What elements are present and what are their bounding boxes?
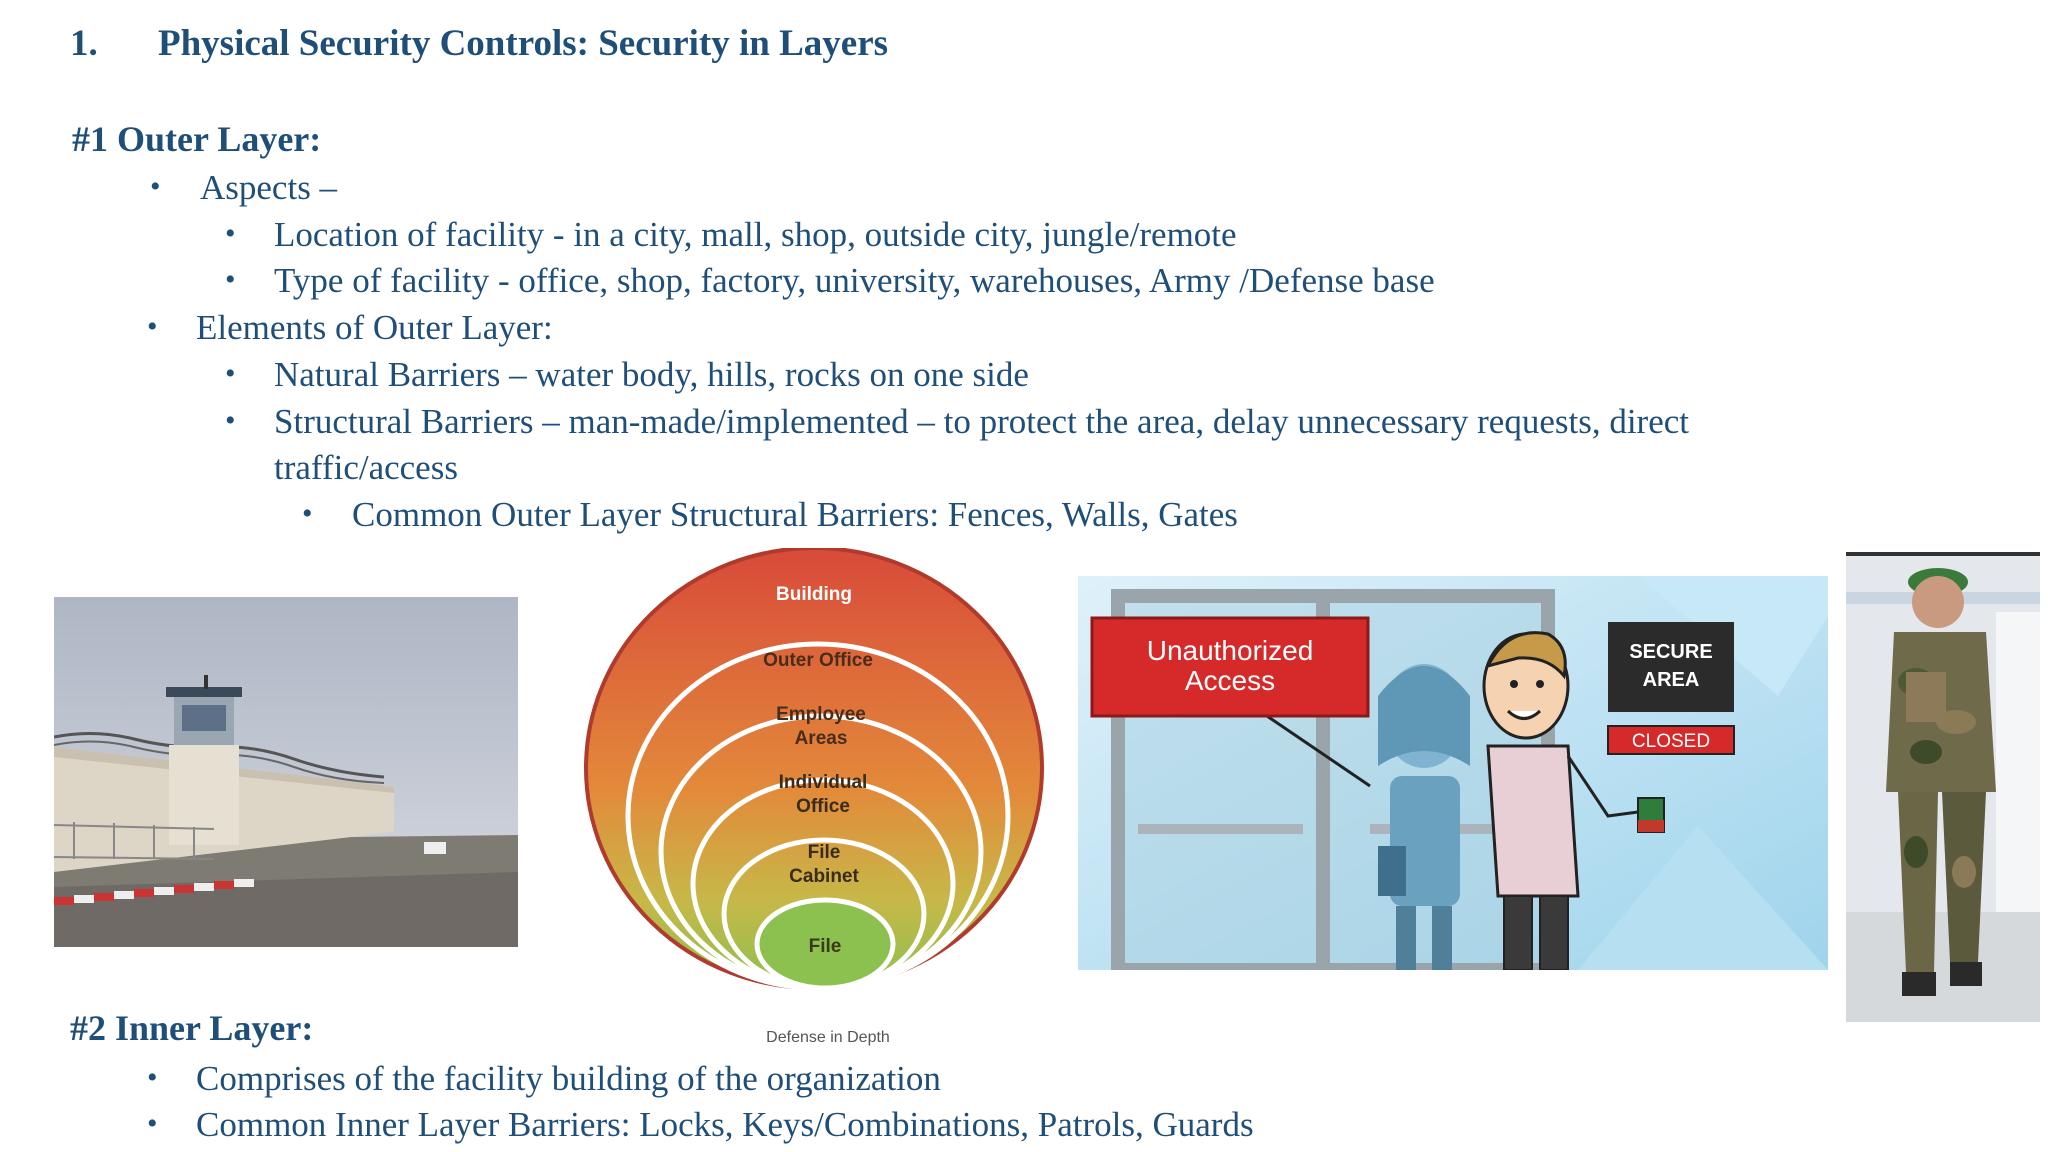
prison-wall-photo	[54, 597, 518, 947]
bullet: •	[225, 404, 236, 437]
bullet: •	[147, 310, 158, 343]
list-item: Structural Barriers – man-made/implemented – to protect the area, delay unnecessary requests, direct	[274, 402, 1690, 441]
list-item: Common Outer Layer Structural Barriers: Fences, Walls, Gates	[352, 495, 1238, 534]
defense-in-depth-diagram	[578, 548, 1050, 1058]
list-item: Common Inner Layer Barriers: Locks, Keys/Combinations, Patrols, Guards	[196, 1105, 1254, 1144]
list-item: Location of facility - in a city, mall, shop, outside city, jungle/remote	[274, 215, 1237, 254]
list-item: Comprises of the facility building of the organization	[196, 1059, 941, 1098]
secure-area-line1: SECURE	[1629, 641, 1713, 663]
list-item: Type of facility - office, shop, factory, university, warehouses, Army /Defense base	[274, 261, 1435, 300]
ring-label: Office	[796, 796, 850, 817]
unauthorized-sign-line1: Unauthorized	[1146, 635, 1314, 666]
title-text: Physical Security Controls: Security in Layers	[158, 23, 889, 64]
bullet: •	[225, 357, 236, 390]
soldier-patrol-photo	[1846, 552, 2040, 1022]
ring-label: Cabinet	[789, 866, 859, 887]
closed-indicator: CLOSED	[1631, 731, 1711, 752]
title-number: 1.	[70, 23, 98, 64]
bullet: •	[150, 170, 161, 203]
bullet: •	[147, 1061, 158, 1094]
secure-area-line2: AREA	[1642, 669, 1700, 691]
bullet: •	[225, 263, 236, 296]
inner-layer-heading: #2 Inner Layer:	[70, 1008, 314, 1048]
ring-label: Building	[776, 584, 852, 605]
list-item-continuation: traffic/access	[274, 448, 458, 487]
ring-label: File	[807, 842, 841, 863]
unauthorized-access-cartoon	[1078, 576, 1828, 970]
bullet: •	[302, 497, 313, 530]
ring-label: File	[808, 936, 842, 957]
ring-label: Individual	[778, 772, 868, 793]
list-item: Aspects –	[200, 168, 338, 207]
bullet: •	[147, 1107, 158, 1140]
slide-title	[70, 22, 888, 65]
ring-label: Outer Office	[763, 650, 873, 671]
list-item: Elements of Outer Layer:	[196, 308, 553, 347]
list-item: Natural Barriers – water body, hills, rocks on one side	[274, 355, 1029, 394]
diagram-caption: Defense in Depth	[766, 1029, 890, 1046]
ring-label: Areas	[794, 728, 848, 749]
outer-layer-heading: #1 Outer Layer:	[72, 119, 322, 159]
ring-label: Employee	[776, 704, 866, 725]
bullet: •	[225, 217, 236, 250]
unauthorized-sign-line2: Access	[1184, 665, 1276, 696]
